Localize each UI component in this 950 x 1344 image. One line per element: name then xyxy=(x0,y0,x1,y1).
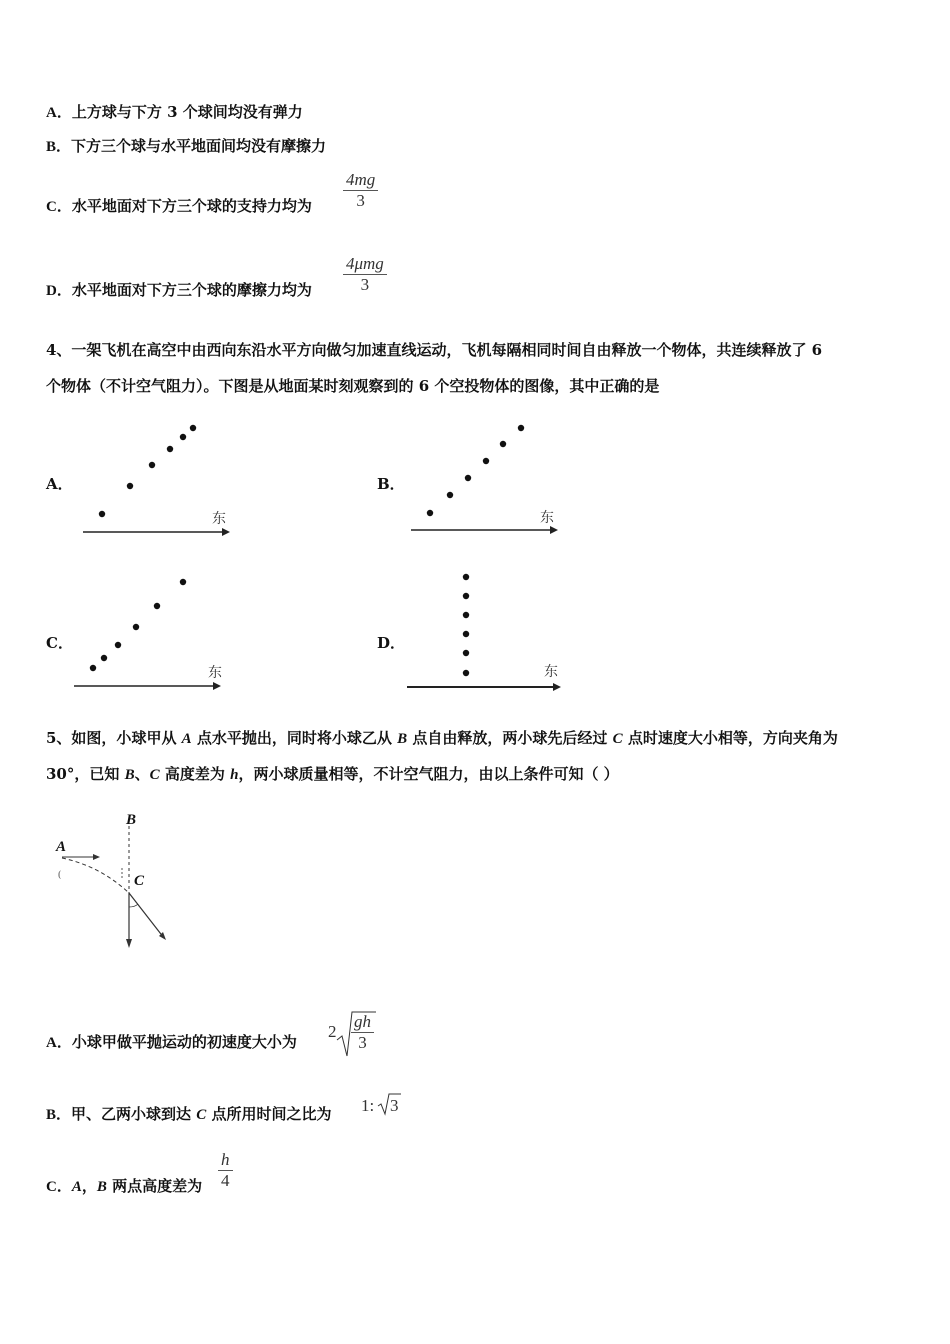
point-label: A xyxy=(181,731,192,747)
q4-figure-a-label: A． xyxy=(46,475,73,493)
fraction-h-over-4 xyxy=(218,1150,233,1191)
option-letter: B． xyxy=(46,1107,72,1123)
option-text: 水平地面对下方三个球的支持力均为 xyxy=(71,197,312,215)
option-letter: A． xyxy=(46,1035,72,1051)
option-text: 上方球与下方 3 个球间均没有弹力 xyxy=(71,103,303,121)
point-c-label: C xyxy=(134,873,145,889)
east-label: 东 xyxy=(544,664,558,680)
figure-artifact: ( xyxy=(58,869,61,879)
point-label: B xyxy=(124,767,135,783)
option-text: 点所用时间之比为 xyxy=(206,1105,332,1123)
option-text: 两点高度差为 xyxy=(106,1177,203,1195)
text: 高度差为 xyxy=(159,765,231,783)
option-text: 水平地面对下方三个球的摩擦力均为 xyxy=(71,281,312,299)
option-letter: B． xyxy=(46,139,72,155)
option-letter: C． xyxy=(46,1179,72,1195)
fraction-numerator: gh xyxy=(354,1012,371,1031)
fraction-numerator: 4μmg xyxy=(346,254,384,273)
ratio-prefix: 1: xyxy=(361,1096,375,1115)
point-label: A xyxy=(71,1179,82,1195)
fraction-denominator: 3 xyxy=(356,191,365,210)
text: 点水平抛出，同时将小球乙从 xyxy=(191,729,398,747)
text: ，两小球质量相等，不计空气阻力，由以上条件可知（ ） xyxy=(238,765,619,783)
fraction-numerator: 4mg xyxy=(346,170,376,189)
text: 点自由释放，两小球先后经过 xyxy=(407,729,613,747)
fraction-denominator: 3 xyxy=(358,1033,367,1052)
option-letter: C． xyxy=(46,199,72,215)
coefficient: 2 xyxy=(328,1022,337,1041)
text: 、 xyxy=(134,765,150,783)
point-label: C xyxy=(149,767,160,783)
q4-stem-line2: 个物体（不计空气阻力）。下图是从地面某时刻观察到的 6 个空投物体的图像，其中正确的是 xyxy=(46,377,660,395)
point-b-label: B xyxy=(126,812,137,828)
q4-figure-c-label: C． xyxy=(46,634,73,652)
q5-option-c xyxy=(46,1176,202,1197)
point-label: C xyxy=(196,1107,207,1123)
option-text: 小球甲做平抛运动的初速度大小为 xyxy=(71,1033,297,1051)
point-label: B xyxy=(397,731,408,747)
east-label: 东 xyxy=(212,511,226,527)
text: 点时速度大小相等，方向夹角为 xyxy=(622,729,838,747)
fraction-denominator: 4 xyxy=(221,1171,230,1190)
option-text: 下方三个球与水平地面间均没有摩擦力 xyxy=(71,137,327,155)
point-label: C xyxy=(612,731,623,747)
east-label: 东 xyxy=(540,510,554,526)
q4-stem-line1: 4、一架飞机在高空中由西向东沿水平方向做匀加速直线运动，飞机每隔相同时间自由释放一个物体，共连续释放了 6 xyxy=(46,341,823,359)
point-label: B xyxy=(96,1179,107,1195)
q4-figure-d-label: D． xyxy=(377,634,406,652)
east-label: 东 xyxy=(208,665,222,681)
fraction-numerator: h xyxy=(221,1150,230,1169)
point-a-label: A xyxy=(56,839,67,855)
option-text: 甲、乙两小球到达 xyxy=(71,1105,197,1123)
root-value: 3 xyxy=(390,1096,399,1115)
fraction-denominator: 3 xyxy=(360,275,370,294)
variable: h xyxy=(230,767,239,783)
q4-figure-b-label: B． xyxy=(377,475,405,493)
option-letter: A． xyxy=(46,105,72,121)
text: 5、如图，小球甲从 xyxy=(46,729,182,747)
text: 30°，已知 xyxy=(46,765,125,783)
option-text: ， xyxy=(81,1177,97,1195)
option-letter: D． xyxy=(46,283,72,299)
